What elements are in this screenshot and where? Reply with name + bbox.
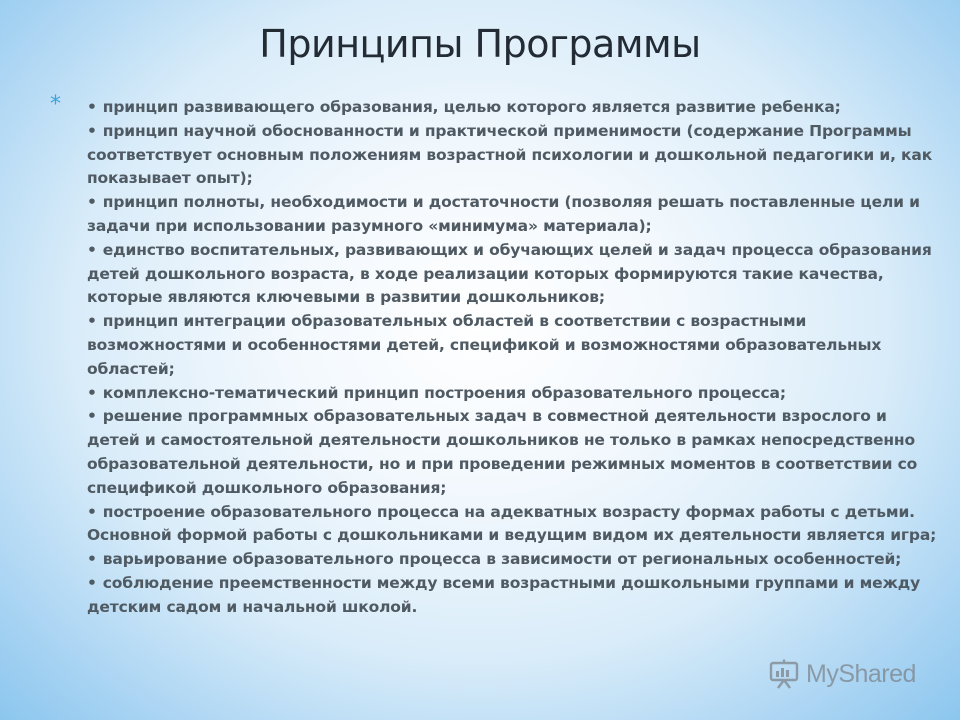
list-item-text: единство воспитательных, развивающих и обучающих целей и задач процесса образования детей дошкольного возраста, в ходе реализации которых формируются такие качества, которые являются ключевыми в развитии дошкольников; xyxy=(87,240,932,307)
list-item-text: соблюдение преемственности между всеми возрастными дошкольными группами и между детским садом и начальной школой. xyxy=(87,573,921,616)
list-item-text: комплексно-тематический принцип построения образовательного процесса; xyxy=(102,383,786,402)
asterisk-marker: * xyxy=(50,92,61,117)
watermark xyxy=(768,656,916,692)
list-item xyxy=(87,548,937,572)
list-item xyxy=(87,501,937,549)
list-item xyxy=(87,310,937,381)
bullet-icon: • xyxy=(87,98,97,116)
watermark-text: MyShared xyxy=(806,659,916,688)
list-item-text: принцип интеграции образовательных областей в соответствии с возрастными возможностями и особенностями детей, спецификой и возможностями образовательных областей; xyxy=(87,312,882,378)
list-item xyxy=(87,572,937,620)
list-item xyxy=(87,405,937,500)
list-item xyxy=(87,191,937,239)
bullet-icon: • xyxy=(87,121,97,140)
presentation-board-icon xyxy=(768,658,800,690)
bullet-icon: • xyxy=(87,550,97,569)
bullet-icon: • xyxy=(87,502,97,521)
bullet-icon: • xyxy=(87,383,97,402)
bullet-icon: • xyxy=(87,193,97,212)
principles-list xyxy=(87,96,937,620)
bullet-icon: • xyxy=(87,573,97,592)
list-item xyxy=(87,382,937,406)
list-item-text: варьирование образовательного процесса в зависимости от региональных особенностей; xyxy=(102,550,902,569)
list-item xyxy=(87,120,937,191)
list-item xyxy=(87,239,937,310)
list-item-text: решение программных образовательных задач в совместной деятельности взрослого и детей и самостоятельной деятельности дошкольников не только в рамках непосредственно образовательной деятельности, но и при проведении режимных моментов в соответствии со спецификой дошкольного образования; xyxy=(87,407,918,497)
list-item-text: принцип полноты, необходимости и достаточности (позволяя решать поставленные цели и задачи при использовании разумного «минимума» материала); xyxy=(87,193,920,235)
bullet-icon: • xyxy=(87,407,97,426)
list-item-text: принцип научной обоснованности и практической применимости (содержание Программы соответствует основным положениям возрастной психологии и дошкольной педагогики и, как показывает опыт); xyxy=(87,121,933,188)
slide-title: Принципы Программы xyxy=(259,22,701,66)
bullet-icon: • xyxy=(87,312,97,331)
list-item-text: принцип развивающего образования, целью которого является развитие ребенка; xyxy=(102,98,841,116)
list-item xyxy=(87,96,937,120)
bullet-icon: • xyxy=(87,240,97,259)
list-item-text: построение образовательного процесса на адекватных возрасту формах работы с детьми. Основной формой работы с дошкольниками и ведущим видом их деятельности является игра; xyxy=(87,502,937,545)
